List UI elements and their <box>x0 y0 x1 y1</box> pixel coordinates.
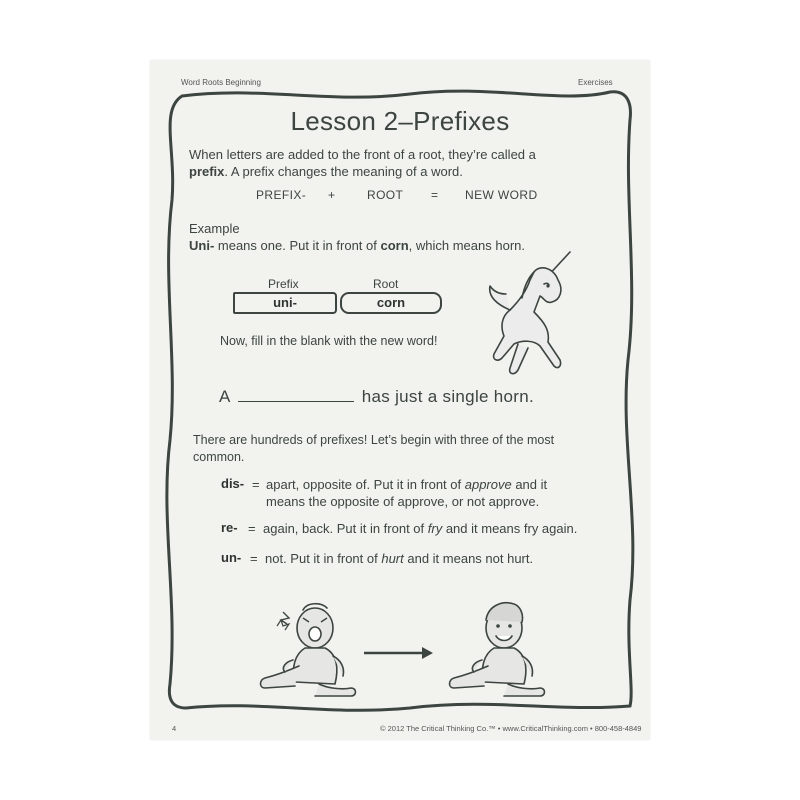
fill-instruction: Now, fill in the blank with the new word! <box>220 334 438 348</box>
prefix-eq-re: = <box>248 521 256 536</box>
example-block <box>189 220 525 254</box>
un-def-b: and it means not hurt. <box>403 551 534 566</box>
happy-boy-illustration <box>444 596 554 702</box>
dis-def-italic: approve <box>464 477 512 492</box>
example-bold-prefix: Uni- <box>189 238 215 253</box>
dis-def-b: and it <box>511 477 548 492</box>
root-box: corn <box>340 292 442 314</box>
un-def-italic: hurt <box>381 551 404 566</box>
footer-credit: © 2012 The Critical Thinking Co.™ • www.CriticalThinking.com • 800-458-4849 <box>380 724 642 733</box>
sentence-after: has just a single horn. <box>361 387 535 406</box>
prefix-box: uni- <box>233 292 337 314</box>
header-section: Exercises <box>578 78 613 87</box>
dis-def-a: apart, opposite of. Put it in front of <box>266 477 465 492</box>
formula-prefix: PREFIX- <box>256 188 307 202</box>
prefix-eq-un: = <box>250 551 258 566</box>
formula-equals: = <box>431 188 439 202</box>
formula-root: ROOT <box>367 188 404 202</box>
arrow-right-icon <box>362 646 434 660</box>
hurt-boy-illustration <box>255 596 365 702</box>
dis-def-line-2: means the opposite of approve, or not approve. <box>266 494 540 509</box>
prefix-term-dis: dis- <box>221 476 245 491</box>
common-intro-line-2: common. <box>193 450 245 464</box>
prefix-def-un <box>265 550 533 567</box>
re-def-italic: fry <box>427 521 443 536</box>
prefix-box-label: Prefix <box>268 277 299 291</box>
page-number: 4 <box>172 724 177 733</box>
root-box-label: Root <box>373 277 399 291</box>
intro-line-1: When letters are added to the front of a root, they’re called a <box>189 147 536 162</box>
example-bold-root: corn <box>380 238 409 253</box>
intro-bold-word: prefix <box>189 164 225 179</box>
header-book-title: Word Roots Beginning <box>181 78 261 87</box>
example-label: Example <box>189 221 240 236</box>
common-intro <box>193 432 554 466</box>
re-def-b: and it means fry again. <box>442 521 578 536</box>
fill-sentence <box>219 385 534 407</box>
formula-plus: + <box>328 188 336 202</box>
intro-line-2: . A prefix changes the meaning of a word. <box>224 164 463 179</box>
intro-paragraph <box>189 146 536 180</box>
formula-result: NEW WORD <box>465 188 538 202</box>
answer-blank[interactable] <box>238 385 354 402</box>
re-def-a: again, back. Put it in front of <box>263 521 428 536</box>
unicorn-illustration <box>474 250 584 380</box>
example-text-b: , which means horn. <box>408 238 525 253</box>
prefix-term-un: un- <box>221 550 242 565</box>
un-def-a: not. Put it in front of <box>265 551 382 566</box>
common-intro-line-1: There are hundreds of prefixes! Let’s begin with three of the most <box>193 433 555 447</box>
lesson-title: Lesson 2–Prefixes <box>290 106 510 136</box>
prefix-def-re <box>263 520 577 537</box>
example-text-a: means one. Put it in front of <box>214 238 381 253</box>
sentence-before: A <box>219 387 230 406</box>
prefix-term-re: re- <box>221 520 238 535</box>
prefix-eq-dis: = <box>252 477 260 492</box>
prefix-def-dis <box>266 476 547 510</box>
